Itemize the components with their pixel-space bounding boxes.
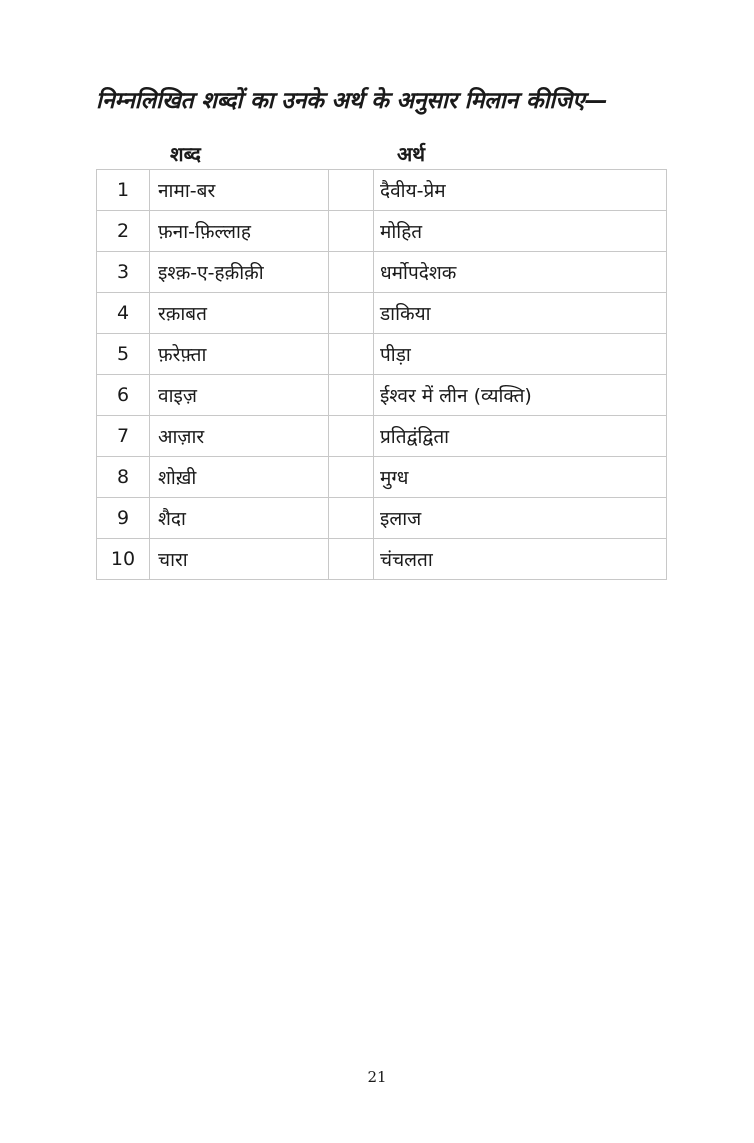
answer-blank xyxy=(329,539,374,580)
word-cell: वाइज़ xyxy=(150,375,329,416)
answer-blank xyxy=(329,252,374,293)
answer-blank xyxy=(329,498,374,539)
meaning-cell: दैवीय-प्रेम xyxy=(374,170,667,211)
meaning-cell: ईश्वर में लीन (व्यक्ति) xyxy=(374,375,667,416)
meaning-cell: धर्मोपदेशक xyxy=(374,252,667,293)
row-number: 10 xyxy=(97,539,150,580)
word-cell: शोख़ी xyxy=(150,457,329,498)
answer-blank xyxy=(329,334,374,375)
row-number: 2 xyxy=(97,211,150,252)
answer-blank xyxy=(329,375,374,416)
word-cell: रक़ाबत xyxy=(150,293,329,334)
row-number: 9 xyxy=(97,498,150,539)
column-header-word: शब्द xyxy=(170,142,201,166)
answer-blank xyxy=(329,211,374,252)
meaning-cell: इलाज xyxy=(374,498,667,539)
word-cell: शैदा xyxy=(150,498,329,539)
table-row xyxy=(97,170,667,211)
meaning-cell: मोहित xyxy=(374,211,667,252)
table-row xyxy=(97,252,667,293)
table-row xyxy=(97,334,667,375)
answer-blank xyxy=(329,293,374,334)
word-cell: आज़ार xyxy=(150,416,329,457)
table-row xyxy=(97,375,667,416)
table-row xyxy=(97,293,667,334)
page-heading: निम्नलिखित शब्दों का उनके अर्थ के अनुसार मिलान कीजिए— xyxy=(96,88,608,114)
row-number: 7 xyxy=(97,416,150,457)
answer-blank xyxy=(329,416,374,457)
word-cell: फ़रेफ़्ता xyxy=(150,334,329,375)
row-number: 6 xyxy=(97,375,150,416)
table-row xyxy=(97,498,667,539)
table-row xyxy=(97,457,667,498)
column-header-meaning: अर्थ xyxy=(397,142,426,166)
word-cell: इश्क़-ए-हक़ीक़ी xyxy=(150,252,329,293)
table-row xyxy=(97,539,667,580)
row-number: 4 xyxy=(97,293,150,334)
word-cell: नामा-बर xyxy=(150,170,329,211)
meaning-cell: चंचलता xyxy=(374,539,667,580)
matching-table xyxy=(96,169,667,580)
table-row xyxy=(97,211,667,252)
row-number: 8 xyxy=(97,457,150,498)
page-number: 21 xyxy=(367,1068,387,1086)
word-cell: चारा xyxy=(150,539,329,580)
table-row xyxy=(97,416,667,457)
meaning-cell: प्रतिद्वंद्विता xyxy=(374,416,667,457)
answer-blank xyxy=(329,170,374,211)
meaning-cell: डाकिया xyxy=(374,293,667,334)
row-number: 5 xyxy=(97,334,150,375)
word-cell: फ़ना-फ़िल्लाह xyxy=(150,211,329,252)
row-number: 3 xyxy=(97,252,150,293)
row-number: 1 xyxy=(97,170,150,211)
meaning-cell: मुग्ध xyxy=(374,457,667,498)
answer-blank xyxy=(329,457,374,498)
meaning-cell: पीड़ा xyxy=(374,334,667,375)
